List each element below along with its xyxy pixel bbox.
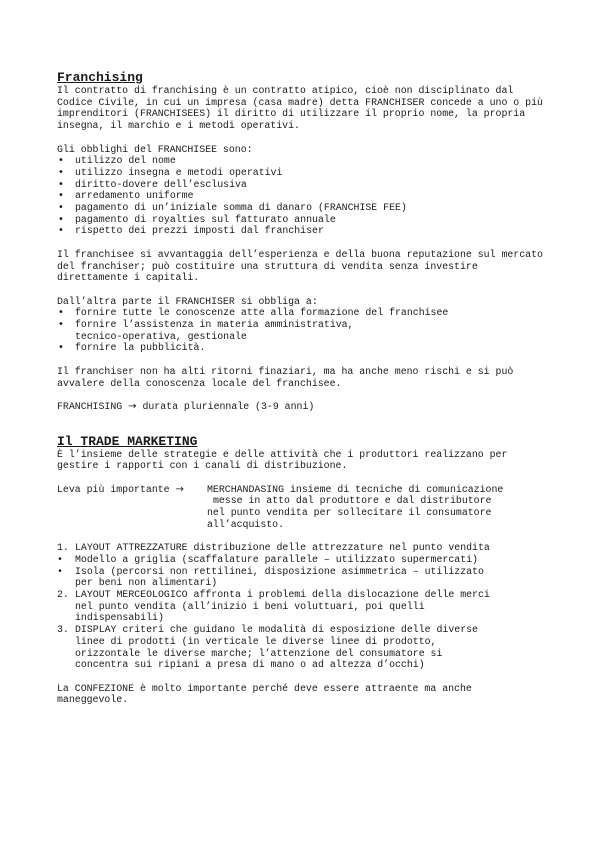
- franchiser-returns: Il franchiser non ha alti ritorni finaziari, ma ha anche meno rischi e si può avvalere della conoscenza locale del franchisee.: [57, 365, 520, 389]
- list-item: • pagamento di royalties sul fatturato annuale: [57, 214, 547, 226]
- franchising-duration: [57, 401, 547, 413]
- list-item: • utilizzo del nome: [57, 155, 547, 167]
- list-item: [57, 566, 547, 589]
- franchiser-label: Dall’altra parte il FRANCHISER si obbliga a:: [57, 295, 318, 307]
- item-text: Modello a griglia (scaffalature parallele – utilizzato supermercati): [75, 553, 478, 565]
- lever-label: Leva più importante: [57, 483, 170, 495]
- list-item: • fornire la pubblicità.: [57, 342, 547, 354]
- list-item: • utilizzo insegna e metodi operativi: [57, 167, 547, 179]
- list-item: • fornire l’assistenza in materia amministrativa, tecnico-operativa, gestionale: [57, 319, 547, 342]
- item-text: Isola (percorsi non rettilinei, disposizione asimmetrica – utilizzato per beni non alimentari): [75, 565, 484, 589]
- item-text: LAYOUT MERCEOLOGICO affronta i problemi della dislocazione delle merci nel punto vendita (all’inizio i beni voluttuari, poi quelli indispensabili): [75, 589, 490, 624]
- list-item: [57, 589, 547, 624]
- obligations-list: [57, 155, 547, 237]
- item-marker: 3.: [57, 624, 69, 636]
- document-page: [57, 70, 547, 706]
- duration-term: FRANCHISING: [57, 400, 123, 412]
- bullet-icon: •: [57, 553, 63, 565]
- franchisee-advantage: Il franchisee si avvantaggia dell’esperienza e della buona reputazione sul mercato del franchiser; può costituire una struttura di vendita senza investire direttamente i capitali.: [57, 248, 549, 284]
- arrow-right-icon: →: [128, 400, 137, 412]
- franchising-title: Franchising: [57, 70, 143, 85]
- list-item: [57, 542, 547, 554]
- item-text: DISPLAY criteri che guidano le modalità di esposizione delle diverse linee di prodotti (in verticale le diverse linee di prodotto, orizzontale le diverse marche; l’attenzione del consumatore si concentra sui ripiani a presa di mano o ad altezza d’occhi): [75, 624, 478, 671]
- duration-value: durata pluriennale (3-9 anni): [142, 400, 315, 412]
- item-text: LAYOUT ATTREZZATURE distribuzione delle attrezzature nel punto vendita: [75, 542, 490, 554]
- list-item: • pagamento di un’iniziale somma di danaro (FRANCHISE FEE): [57, 202, 547, 214]
- trade-marketing-list: [57, 542, 547, 671]
- list-item: • fornire tutte le conoscenze atte alla formazione del franchisee: [57, 307, 547, 319]
- lever-text: MERCHANDASING insieme di tecniche di comunicazione messe in atto dal produttore e dal distributore nel punto vendita per sollecitare il consumatore all’acquisto.: [207, 483, 504, 530]
- franchiser-duties-list: [57, 307, 547, 354]
- packaging-note: La CONFEZIONE è molto importante perché deve essere attraente ma anche maneggevole.: [57, 682, 478, 706]
- list-item: • rispetto dei prezzi imposti dal franchiser: [57, 225, 547, 237]
- obligations-label: Gli obblighi del FRANCHISEE sono:: [57, 143, 253, 155]
- list-item: [57, 624, 547, 671]
- franchising-intro: Il contratto di franchising è un contratto atipico, cioè non disciplinato dal Codice Civile, in cui un impresa (casa madre) detta FRANCHISER concede a uno o più imprenditori (FRANCHISEES) il diritto di utilizzare il proprio nome, la propria insegna, il marchio e i metodi operativi.: [57, 85, 549, 132]
- trade-marketing-title: Il TRADE MARKETING: [57, 433, 198, 449]
- list-item: • arredamento uniforme: [57, 190, 547, 202]
- list-item: • diritto-dovere dell’esclusiva: [57, 179, 547, 191]
- bullet-icon: •: [57, 565, 63, 577]
- item-marker: 1.: [57, 542, 69, 554]
- lever-block: [57, 484, 547, 531]
- trade-marketing-definition: È l’insieme delle strategie e delle attività che i produttori realizzano per gestire i rapporti con i canali di distribuzione.: [57, 448, 514, 472]
- list-item: [57, 554, 547, 566]
- arrow-right-icon: →: [175, 483, 184, 495]
- item-marker: 2.: [57, 589, 69, 601]
